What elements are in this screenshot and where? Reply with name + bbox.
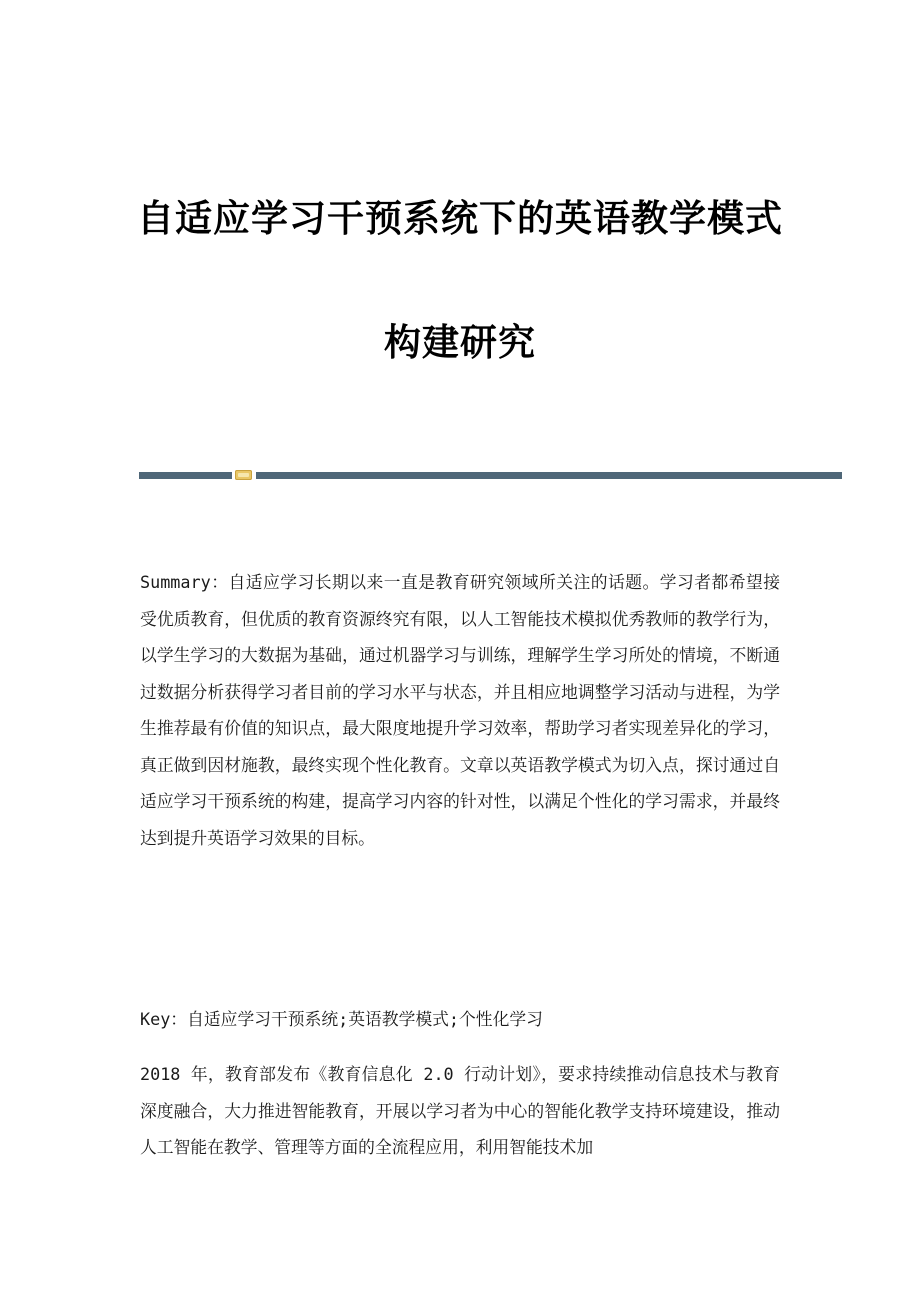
divider-bar-right [256, 472, 842, 479]
divider-bar-left [139, 472, 232, 479]
keywords-paragraph [140, 1001, 780, 1038]
divider-ornament-icon [235, 470, 252, 480]
intro-paragraph: 2018 年，教育部发布《教育信息化 2.0 行动计划》，要求持续推动信息技术与教育深度融合，大力推进智能教育，开展以学习者为中心的智能化教学支持环境建设，推动人工智能在教学、管理等方面的全流程应用，利用智能技术加 [140, 1064, 780, 1157]
keywords-text: 自适应学习干预系统;英语教学模式;个性化学习 [187, 1009, 543, 1029]
document-title-line-2: 构建研究 [384, 320, 536, 364]
summary-text: 自适应学习长期以来一直是教育研究领域所关注的话题。学习者都希望接受优质教育，但优质的教育资源终究有限，以人工智能技术模拟优秀教师的教学行为，以学生学习的大数据为基础，通过机器学习与训练，理解学生学习所处的情境，不断通过数据分析获得学习者目前的学习水平与状态，并且相应地调整学习活动与进程，为学生推荐最有价值的知识点，最大限度地提升学习效率，帮助学习者实现差异化的学习，真正做到因材施教，最终实现个性化教育。文章以英语教学模式为切入点，探讨通过自适应学习干预系统的构建，提高学习内容的针对性，以满足个性化的学习需求，并最终达到提升英语学习效果的目标。 [140, 572, 780, 848]
keywords-label: Key： [140, 1009, 188, 1029]
document-title-line-1: 自适应学习干预系统下的英语教学模式 [137, 196, 783, 240]
title-divider [139, 470, 842, 480]
summary-paragraph [140, 564, 780, 856]
summary-label: Summary： [140, 572, 229, 592]
